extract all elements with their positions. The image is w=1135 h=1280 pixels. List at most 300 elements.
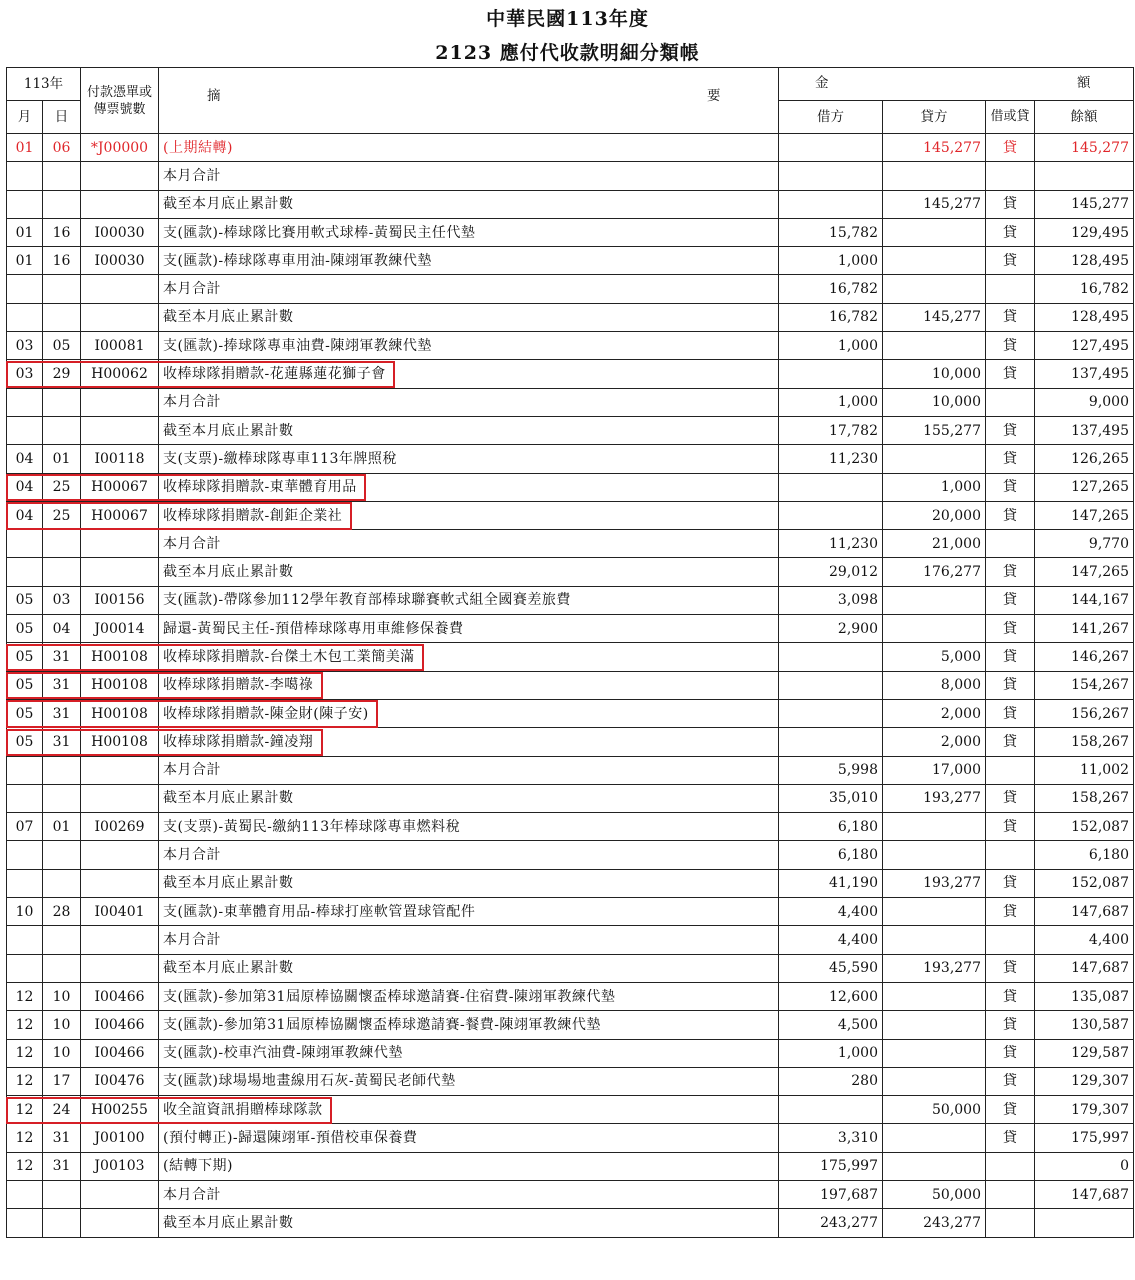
credit-cell: 145,277 xyxy=(883,134,986,162)
ledger-row xyxy=(7,954,1134,982)
month-cell: 05 xyxy=(7,586,43,614)
month-cell xyxy=(7,954,43,982)
ledger-row xyxy=(7,218,1134,246)
day-cell: 29 xyxy=(43,360,81,388)
ledger-row xyxy=(7,784,1134,812)
month-cell: 07 xyxy=(7,813,43,841)
summary-cell: 截至本月底止累計數 xyxy=(159,558,779,586)
month-cell: 04 xyxy=(7,445,43,473)
credit-cell: 10,000 xyxy=(883,388,986,416)
credit-cell: 155,277 xyxy=(883,416,986,444)
month-cell: 05 xyxy=(7,643,43,671)
dr-cr-cell: 貸 xyxy=(986,1039,1035,1067)
voucher-cell: I00156 xyxy=(81,586,159,614)
voucher-cell: I00401 xyxy=(81,898,159,926)
summary-cell: 本月合計 xyxy=(159,841,779,869)
balance-cell: 141,267 xyxy=(1035,615,1134,643)
month-cell xyxy=(7,869,43,897)
day-cell: 25 xyxy=(43,501,81,529)
voucher-cell: J00103 xyxy=(81,1152,159,1180)
debit-cell xyxy=(779,473,883,501)
dr-cr-cell xyxy=(986,1152,1035,1180)
summary-cell: 收棒球隊捐贈款-花蓮縣蓮花獅子會 xyxy=(159,360,779,388)
voucher-cell: I00269 xyxy=(81,813,159,841)
voucher-cell xyxy=(81,416,159,444)
credit-cell xyxy=(883,615,986,643)
amount-header-left: 金 xyxy=(815,75,829,91)
debit-cell: 3,098 xyxy=(779,586,883,614)
ledger-row xyxy=(7,530,1134,558)
day-cell: 04 xyxy=(43,615,81,643)
day-cell: 05 xyxy=(43,332,81,360)
summary-cell: 收棒球隊捐贈款-陳金財(陳子安) xyxy=(159,699,779,727)
voucher-cell: H00108 xyxy=(81,671,159,699)
voucher-cell xyxy=(81,275,159,303)
credit-cell xyxy=(883,445,986,473)
ledger-row xyxy=(7,303,1134,331)
summary-cell: 截至本月底止累計數 xyxy=(159,416,779,444)
ledger-row xyxy=(7,615,1134,643)
credit-cell xyxy=(883,1039,986,1067)
amount-header-right: 額 xyxy=(1077,75,1091,91)
ledger-row xyxy=(7,388,1134,416)
debit-cell xyxy=(779,162,883,190)
balance-cell: 158,267 xyxy=(1035,728,1134,756)
day-cell xyxy=(43,926,81,954)
summary-cell: 支(匯款)-校車汽油費-陳翊軍教練代墊 xyxy=(159,1039,779,1067)
summary-cell: 支(匯款)-參加第31屆原棒協關懷盃棒球邀請賽-住宿費-陳翊軍教練代墊 xyxy=(159,982,779,1010)
summary-cell: 支(支票)-黃蜀民-繳納113年棒球隊專車燃料稅 xyxy=(159,813,779,841)
summary-cell: (上期結轉) xyxy=(159,134,779,162)
balance-cell: 9,770 xyxy=(1035,530,1134,558)
credit-cell xyxy=(883,926,986,954)
ledger-row xyxy=(7,1067,1134,1095)
balance-cell: 4,400 xyxy=(1035,926,1134,954)
debit-cell: 197,687 xyxy=(779,1180,883,1208)
voucher-cell: H00108 xyxy=(81,643,159,671)
credit-cell xyxy=(883,841,986,869)
voucher-cell xyxy=(81,303,159,331)
debit-cell: 4,500 xyxy=(779,1011,883,1039)
ledger-row xyxy=(7,473,1134,501)
ledger-row xyxy=(7,586,1134,614)
ledger-row xyxy=(7,1209,1134,1237)
month-cell xyxy=(7,1180,43,1208)
dr-cr-cell: 貸 xyxy=(986,303,1035,331)
debit-cell xyxy=(779,643,883,671)
ledger-row xyxy=(7,247,1134,275)
debit-cell: 12,600 xyxy=(779,982,883,1010)
ledger-table xyxy=(6,67,1134,1238)
dr-cr-cell xyxy=(986,1180,1035,1208)
balance-cell: 156,267 xyxy=(1035,699,1134,727)
debit-cell: 45,590 xyxy=(779,954,883,982)
dr-cr-cell xyxy=(986,1209,1035,1237)
month-cell: 05 xyxy=(7,728,43,756)
dr-cr-cell: 貸 xyxy=(986,445,1035,473)
credit-cell: 21,000 xyxy=(883,530,986,558)
balance-cell: 147,265 xyxy=(1035,558,1134,586)
dr-cr-cell xyxy=(986,162,1035,190)
balance-cell: 0 xyxy=(1035,1152,1134,1180)
day-cell xyxy=(43,530,81,558)
ledger-row xyxy=(7,1096,1134,1124)
month-cell xyxy=(7,756,43,784)
summary-cell: 支(匯款)-東華體育用品-棒球打座軟管置球管配件 xyxy=(159,898,779,926)
debit-cell: 243,277 xyxy=(779,1209,883,1237)
dr-cr-cell xyxy=(986,756,1035,784)
debit-cell: 17,782 xyxy=(779,416,883,444)
dr-cr-cell: 貸 xyxy=(986,332,1035,360)
summary-header-right: 要 xyxy=(707,88,721,104)
balance-cell: 129,307 xyxy=(1035,1067,1134,1095)
balance-cell: 144,167 xyxy=(1035,586,1134,614)
day-cell xyxy=(43,190,81,218)
summary-cell: 收全誼資訊捐贈棒球隊款 xyxy=(159,1096,779,1124)
balance-cell: 11,002 xyxy=(1035,756,1134,784)
dr-cr-cell: 貸 xyxy=(986,218,1035,246)
debit-cell xyxy=(779,728,883,756)
month-cell: 01 xyxy=(7,134,43,162)
balance-cell: 145,277 xyxy=(1035,134,1134,162)
balance-header: 餘額 xyxy=(1035,101,1134,134)
balance-cell: 129,587 xyxy=(1035,1039,1134,1067)
balance-cell: 126,265 xyxy=(1035,445,1134,473)
dr-cr-cell: 貸 xyxy=(986,1096,1035,1124)
dr-cr-cell xyxy=(986,275,1035,303)
balance-cell: 154,267 xyxy=(1035,671,1134,699)
ledger-row xyxy=(7,501,1134,529)
voucher-cell xyxy=(81,841,159,869)
ledger-row xyxy=(7,982,1134,1010)
day-cell: 16 xyxy=(43,218,81,246)
dr-cr-cell: 貸 xyxy=(986,784,1035,812)
debit-cell xyxy=(779,1096,883,1124)
voucher-cell: I00466 xyxy=(81,982,159,1010)
debit-cell: 1,000 xyxy=(779,247,883,275)
day-cell: 10 xyxy=(43,1011,81,1039)
debit-cell xyxy=(779,190,883,218)
month-cell: 04 xyxy=(7,473,43,501)
dr-cr-cell: 貸 xyxy=(986,1124,1035,1152)
summary-cell: 收棒球隊捐贈款-台傑土木包工業簡美滿 xyxy=(159,643,779,671)
voucher-cell: *J00000 xyxy=(81,134,159,162)
day-cell: 31 xyxy=(43,1124,81,1152)
dr-cr-cell: 貸 xyxy=(986,473,1035,501)
credit-cell xyxy=(883,982,986,1010)
day-cell xyxy=(43,1180,81,1208)
dr-cr-cell: 貸 xyxy=(986,898,1035,926)
dr-cr-cell: 貸 xyxy=(986,501,1035,529)
dr-cr-cell: 貸 xyxy=(986,643,1035,671)
debit-cell xyxy=(779,671,883,699)
voucher-cell: I00466 xyxy=(81,1011,159,1039)
balance-cell: 128,495 xyxy=(1035,303,1134,331)
debit-cell: 6,180 xyxy=(779,841,883,869)
day-cell: 24 xyxy=(43,1096,81,1124)
credit-cell xyxy=(883,332,986,360)
credit-cell: 20,000 xyxy=(883,501,986,529)
day-cell: 31 xyxy=(43,671,81,699)
ledger-row xyxy=(7,898,1134,926)
summary-cell: 支(匯款)-捧球隊專車油費-陳翊軍教練代墊 xyxy=(159,332,779,360)
ledger-row xyxy=(7,332,1134,360)
summary-cell: 截至本月底止累計數 xyxy=(159,784,779,812)
ledger-row xyxy=(7,416,1134,444)
voucher-cell: I00030 xyxy=(81,218,159,246)
balance-cell: 135,087 xyxy=(1035,982,1134,1010)
dr-cr-cell: 貸 xyxy=(986,699,1035,727)
summary-cell: 截至本月底止累計數 xyxy=(159,954,779,982)
credit-cell xyxy=(883,247,986,275)
voucher-cell: I00476 xyxy=(81,1067,159,1095)
debit-cell: 11,230 xyxy=(779,530,883,558)
credit-cell: 10,000 xyxy=(883,360,986,388)
header-row-top xyxy=(7,68,1134,101)
balance-cell: 130,587 xyxy=(1035,1011,1134,1039)
voucher-cell xyxy=(81,558,159,586)
credit-cell: 17,000 xyxy=(883,756,986,784)
debit-cell: 2,900 xyxy=(779,615,883,643)
ledger-row xyxy=(7,134,1134,162)
voucher-cell xyxy=(81,784,159,812)
summary-cell: 歸還-黃蜀民主任-預借棒球隊專用車維修保養費 xyxy=(159,615,779,643)
dr-cr-cell: 貸 xyxy=(986,671,1035,699)
debit-cell xyxy=(779,501,883,529)
balance-cell: 129,495 xyxy=(1035,218,1134,246)
debit-cell: 41,190 xyxy=(779,869,883,897)
day-cell xyxy=(43,954,81,982)
balance-cell: 9,000 xyxy=(1035,388,1134,416)
day-cell xyxy=(43,275,81,303)
summary-cell: 本月合計 xyxy=(159,756,779,784)
month-cell: 12 xyxy=(7,1039,43,1067)
debit-cell: 6,180 xyxy=(779,813,883,841)
summary-cell: 截至本月底止累計數 xyxy=(159,303,779,331)
voucher-cell xyxy=(81,926,159,954)
ledger-row xyxy=(7,1124,1134,1152)
summary-cell: 支(匯款)-棒球隊專車用油-陳翊軍教練代墊 xyxy=(159,247,779,275)
ledger-row xyxy=(7,558,1134,586)
month-cell xyxy=(7,162,43,190)
day-cell xyxy=(43,1209,81,1237)
month-cell: 01 xyxy=(7,247,43,275)
month-cell: 12 xyxy=(7,1067,43,1095)
voucher-cell xyxy=(81,530,159,558)
ledger-account-title: 2123 應付代收款明細分類帳 xyxy=(435,42,700,64)
ledger-row xyxy=(7,813,1134,841)
month-cell xyxy=(7,190,43,218)
voucher-cell: I00081 xyxy=(81,332,159,360)
month-cell xyxy=(7,784,43,812)
summary-cell: 收棒球隊捐贈款-李噶祿 xyxy=(159,671,779,699)
dr-cr-cell xyxy=(986,388,1035,416)
credit-cell xyxy=(883,1011,986,1039)
debit-cell: 3,310 xyxy=(779,1124,883,1152)
summary-cell: 本月合計 xyxy=(159,275,779,303)
day-cell: 01 xyxy=(43,813,81,841)
dr-cr-cell xyxy=(986,926,1035,954)
voucher-cell: I00030 xyxy=(81,247,159,275)
day-cell: 31 xyxy=(43,643,81,671)
balance-cell xyxy=(1035,162,1134,190)
credit-cell: 2,000 xyxy=(883,699,986,727)
debit-cell: 4,400 xyxy=(779,926,883,954)
day-cell xyxy=(43,756,81,784)
balance-cell: 137,495 xyxy=(1035,416,1134,444)
balance-cell: 145,277 xyxy=(1035,190,1134,218)
dr-cr-cell: 貸 xyxy=(986,615,1035,643)
dr-cr-cell: 貸 xyxy=(986,247,1035,275)
dr-cr-cell: 貸 xyxy=(986,869,1035,897)
debit-cell: 175,997 xyxy=(779,1152,883,1180)
debit-cell: 1,000 xyxy=(779,1039,883,1067)
voucher-cell: J00014 xyxy=(81,615,159,643)
voucher-cell: I00466 xyxy=(81,1039,159,1067)
balance-cell: 158,267 xyxy=(1035,784,1134,812)
voucher-cell xyxy=(81,190,159,218)
balance-cell: 147,687 xyxy=(1035,1180,1134,1208)
day-header: 日 xyxy=(43,101,81,134)
month-cell xyxy=(7,388,43,416)
summary-cell: 支(匯款)-棒球隊比賽用軟式球棒-黃蜀民主任代墊 xyxy=(159,218,779,246)
credit-cell: 193,277 xyxy=(883,869,986,897)
month-cell xyxy=(7,303,43,331)
summary-cell: 截至本月底止累計數 xyxy=(159,869,779,897)
dr-cr-cell: 貸 xyxy=(986,586,1035,614)
credit-cell: 145,277 xyxy=(883,303,986,331)
summary-cell: 本月合計 xyxy=(159,926,779,954)
dr-cr-cell: 貸 xyxy=(986,416,1035,444)
credit-cell: 5,000 xyxy=(883,643,986,671)
day-cell xyxy=(43,303,81,331)
ledger-row xyxy=(7,699,1134,727)
voucher-cell: J00100 xyxy=(81,1124,159,1152)
summary-cell: 本月合計 xyxy=(159,388,779,416)
ledger-table-container xyxy=(6,67,1133,1277)
month-cell: 05 xyxy=(7,615,43,643)
debit-cell xyxy=(779,699,883,727)
credit-cell xyxy=(883,1067,986,1095)
dr-cr-cell: 貸 xyxy=(986,134,1035,162)
debit-header: 借方 xyxy=(779,101,883,134)
debit-cell: 11,230 xyxy=(779,445,883,473)
balance-cell: 127,495 xyxy=(1035,332,1134,360)
dr-cr-cell: 貸 xyxy=(986,954,1035,982)
dr-cr-cell: 貸 xyxy=(986,1067,1035,1095)
credit-cell: 176,277 xyxy=(883,558,986,586)
credit-cell xyxy=(883,586,986,614)
summary-cell: (預付轉正)-歸還陳翊軍-預借校車保養費 xyxy=(159,1124,779,1152)
day-cell xyxy=(43,869,81,897)
balance-cell: 137,495 xyxy=(1035,360,1134,388)
credit-header: 貸方 xyxy=(883,101,986,134)
day-cell: 28 xyxy=(43,898,81,926)
day-cell: 10 xyxy=(43,982,81,1010)
summary-cell: 本月合計 xyxy=(159,1180,779,1208)
summary-cell: 收棒球隊捐贈款-東華體育用品 xyxy=(159,473,779,501)
voucher-cell xyxy=(81,1180,159,1208)
day-cell xyxy=(43,388,81,416)
month-cell xyxy=(7,926,43,954)
month-cell xyxy=(7,416,43,444)
month-cell: 12 xyxy=(7,1096,43,1124)
ledger-row xyxy=(7,728,1134,756)
ledger-row xyxy=(7,360,1134,388)
credit-cell: 145,277 xyxy=(883,190,986,218)
ledger-row xyxy=(7,275,1134,303)
voucher-cell: H00062 xyxy=(81,360,159,388)
credit-cell xyxy=(883,1124,986,1152)
month-cell: 05 xyxy=(7,699,43,727)
voucher-cell: H00255 xyxy=(81,1096,159,1124)
month-cell: 03 xyxy=(7,332,43,360)
month-header: 月 xyxy=(7,101,43,134)
debit-cell: 16,782 xyxy=(779,275,883,303)
year-header: 113年 xyxy=(7,68,81,101)
voucher-cell xyxy=(81,1209,159,1237)
month-cell: 03 xyxy=(7,360,43,388)
debit-cell: 15,782 xyxy=(779,218,883,246)
month-cell: 12 xyxy=(7,1011,43,1039)
day-cell xyxy=(43,416,81,444)
debit-cell: 35,010 xyxy=(779,784,883,812)
credit-cell: 2,000 xyxy=(883,728,986,756)
voucher-cell: H00108 xyxy=(81,699,159,727)
debit-cell xyxy=(779,134,883,162)
balance-cell: 147,687 xyxy=(1035,898,1134,926)
voucher-cell xyxy=(81,954,159,982)
month-cell: 10 xyxy=(7,898,43,926)
summary-cell: 本月合計 xyxy=(159,530,779,558)
month-cell: 01 xyxy=(7,218,43,246)
dr-cr-cell: 貸 xyxy=(986,1011,1035,1039)
debit-cell xyxy=(779,360,883,388)
day-cell xyxy=(43,784,81,812)
credit-cell xyxy=(883,275,986,303)
balance-cell: 128,495 xyxy=(1035,247,1134,275)
credit-cell: 50,000 xyxy=(883,1180,986,1208)
month-cell xyxy=(7,841,43,869)
debit-cell: 1,000 xyxy=(779,332,883,360)
day-cell: 25 xyxy=(43,473,81,501)
summary-cell: 支(支票)-繳棒球隊專車113年牌照稅 xyxy=(159,445,779,473)
summary-header xyxy=(159,68,779,134)
summary-cell: 收棒球隊捐贈款-創鉅企業社 xyxy=(159,501,779,529)
day-cell xyxy=(43,162,81,190)
balance-cell: 146,267 xyxy=(1035,643,1134,671)
summary-header-left: 摘 xyxy=(207,88,221,104)
credit-cell xyxy=(883,218,986,246)
day-cell: 06 xyxy=(43,134,81,162)
credit-cell: 8,000 xyxy=(883,671,986,699)
dr-cr-cell xyxy=(986,530,1035,558)
month-cell: 04 xyxy=(7,501,43,529)
month-cell: 05 xyxy=(7,671,43,699)
day-cell: 16 xyxy=(43,247,81,275)
credit-cell xyxy=(883,162,986,190)
ledger-row xyxy=(7,1039,1134,1067)
balance-cell: 16,782 xyxy=(1035,275,1134,303)
balance-cell xyxy=(1035,1209,1134,1237)
credit-cell xyxy=(883,813,986,841)
balance-cell: 175,997 xyxy=(1035,1124,1134,1152)
ledger-row xyxy=(7,1011,1134,1039)
dr-cr-cell xyxy=(986,841,1035,869)
voucher-cell: H00067 xyxy=(81,501,159,529)
summary-cell: (結轉下期) xyxy=(159,1152,779,1180)
month-cell: 12 xyxy=(7,1124,43,1152)
